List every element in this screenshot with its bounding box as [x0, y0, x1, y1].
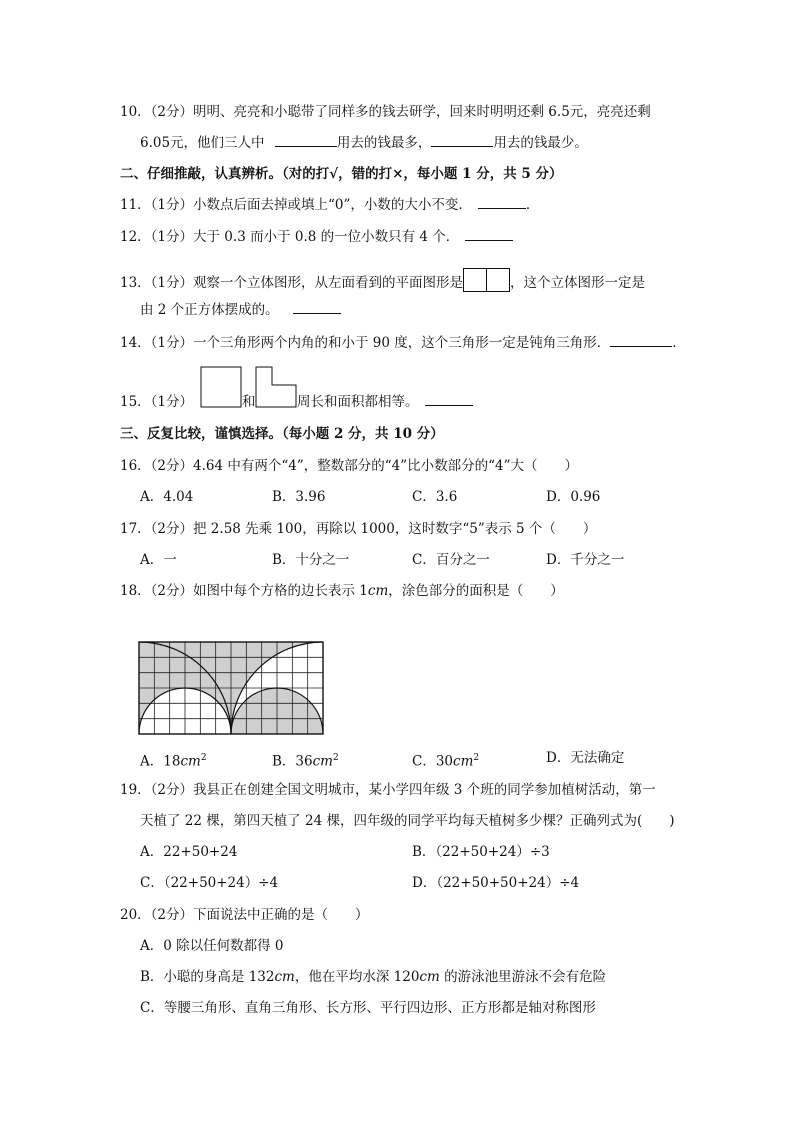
q17-option-c[interactable]: C．百分之一	[412, 552, 490, 568]
q20-option-b-text-c: 的游泳池里游泳不会有危险	[439, 969, 607, 985]
q16-option-d[interactable]: D．0.96	[546, 489, 601, 505]
q12-text: 12．（1分）大于 0.3 而小于 0.8 的一位小数只有 4 个．	[120, 229, 460, 245]
q18-option-c-sup: 2	[473, 753, 480, 763]
q18-option-c-value: C．30	[412, 753, 454, 770]
q15-blank[interactable]	[425, 393, 473, 406]
q11-end: ．	[525, 197, 540, 213]
q16-option-b[interactable]: B．3.96	[272, 489, 326, 505]
q14-blank[interactable]	[610, 334, 672, 347]
q11-blank[interactable]	[478, 196, 526, 209]
q20-option-b-unit2: cm	[419, 969, 440, 985]
q13-text-b: ，这个立体图形一定是	[510, 275, 646, 291]
q18-option-a-sup: 2	[200, 753, 207, 763]
q19-option-a[interactable]: A．22+50+24	[140, 844, 238, 860]
q14	[120, 334, 686, 352]
q15-and: 和	[242, 394, 256, 410]
q16-stem: 16．（2分）4.64 中有两个“4”，整数部分的“4”比小数部分的“4”大（ ）	[120, 458, 579, 474]
q20-option-a[interactable]: A．0 除以任何数都得 0	[140, 938, 284, 954]
q12-blank[interactable]	[465, 228, 513, 241]
q15-text-c: 周长和面积都相等。	[297, 394, 419, 410]
q20-stem: 20．（2分）下面说法中正确的是（ ）	[120, 907, 369, 923]
q19-line1: 19．（2分）我县正在创建全国文明城市，某小学四年级 3 个班的同学参加植树活动，第一	[120, 782, 656, 798]
q10-line2	[140, 134, 588, 152]
q14-text: 14．（1分）一个三角形两个内角的和小于 90 度，这个三角形一定是钝角三角形．	[120, 335, 611, 351]
q13-line2	[140, 301, 341, 319]
q20-option-b-unit1: cm	[274, 969, 295, 985]
q14-end: ．	[672, 335, 686, 351]
q18-option-a-unit: cm	[180, 753, 201, 770]
q19-line2: 天植了 22 棵，第四天植了 24 棵，四年级的同学平均每天植树多少棵？正确列式为( )	[140, 813, 675, 829]
q19-option-c[interactable]: C．（22+50+24）÷4	[140, 875, 279, 891]
q18-stem	[120, 582, 564, 600]
q17-option-d[interactable]: D．千分之一	[546, 552, 625, 568]
q16-option-c[interactable]: C．3.6	[412, 489, 458, 505]
q17-option-b[interactable]: B．十分之一	[272, 552, 350, 568]
q13-line1	[120, 268, 645, 292]
q18-stem-a: 18．（2分）如图中每个方格的边长表示 1	[120, 583, 368, 599]
q13-blank[interactable]	[293, 301, 341, 314]
q15	[120, 393, 193, 411]
q18-option-d-value: D．无法确定	[546, 750, 625, 766]
q10-line1: 10．（2分）明明、亮亮和小聪带了同样多的钱去研学，回来时明明还剩 6.5元，亮亮还剩	[120, 104, 651, 120]
q16-option-a[interactable]: A．4.04	[140, 489, 194, 505]
q13-text-c: 由 2 个正方体摆成的。	[140, 302, 279, 318]
q15-square-figure	[200, 366, 242, 408]
q18-option-c[interactable]	[412, 749, 479, 771]
q18-grid-figure	[138, 641, 326, 735]
q18-option-a[interactable]	[140, 749, 207, 771]
q10-blank-least[interactable]	[431, 134, 493, 147]
q18-stem-unit: cm	[367, 583, 389, 599]
q15-l-shape-figure	[255, 366, 297, 408]
q20-option-b[interactable]	[140, 968, 606, 986]
two-squares-figure	[463, 268, 510, 292]
q18-option-a-value: A．18	[140, 753, 181, 770]
q20-option-b-text-a: B．小聪的身高是 132	[140, 969, 275, 985]
q18-option-c-unit: cm	[453, 753, 474, 770]
q10-text-a: 6.05元，他们三人中	[140, 135, 265, 151]
q18-option-b[interactable]	[272, 749, 339, 771]
section2-heading: 二、仔细推敲，认真辨析。（对的打√，错的打×，每小题 1 分，共 5 分）	[120, 166, 563, 182]
q10-text-b: 用去的钱最多，	[336, 135, 432, 151]
q10-text-c: 用去的钱最少。	[493, 135, 588, 151]
q18-stem-b: ，涂色部分的面积是（ ）	[388, 583, 564, 599]
q19-option-d[interactable]: D．（22+50+50+24）÷4	[412, 875, 580, 891]
q20-option-b-text-b: ，他在平均水深 120	[294, 969, 420, 985]
q10-blank-most[interactable]	[275, 134, 337, 147]
q18-option-d[interactable]	[546, 749, 624, 767]
q13-text-a: 13．（1分）观察一个立体图形，从左面看到的平面图形是	[120, 275, 464, 291]
q18-option-b-value: B．36	[272, 753, 313, 770]
q19-option-b[interactable]: B．（22+50+24）÷3	[412, 844, 550, 860]
q20-option-c[interactable]: C．等腰三角形、直角三角形、长方形、平行四边形、正方形都是轴对称图形	[140, 1000, 596, 1016]
q12	[120, 228, 513, 246]
q17-stem: 17．（2分）把 2.58 先乘 100，再除以 1000，这时数字“5”表示 5 个（ ）	[120, 521, 597, 537]
q11-text: 11．（1分）小数点后面去掉或填上“0”，小数的大小不变．	[120, 197, 472, 213]
q18-option-b-sup: 2	[332, 753, 339, 763]
q15-text-a: 15．（1分）	[120, 394, 194, 410]
q17-option-a[interactable]: A．一	[140, 552, 177, 568]
q18-option-b-unit: cm	[312, 753, 333, 770]
q11	[120, 196, 539, 214]
q15-rest	[297, 393, 473, 411]
section3-heading: 三、反复比较，谨慎选择。（每小题 2 分，共 10 分）	[120, 426, 444, 442]
